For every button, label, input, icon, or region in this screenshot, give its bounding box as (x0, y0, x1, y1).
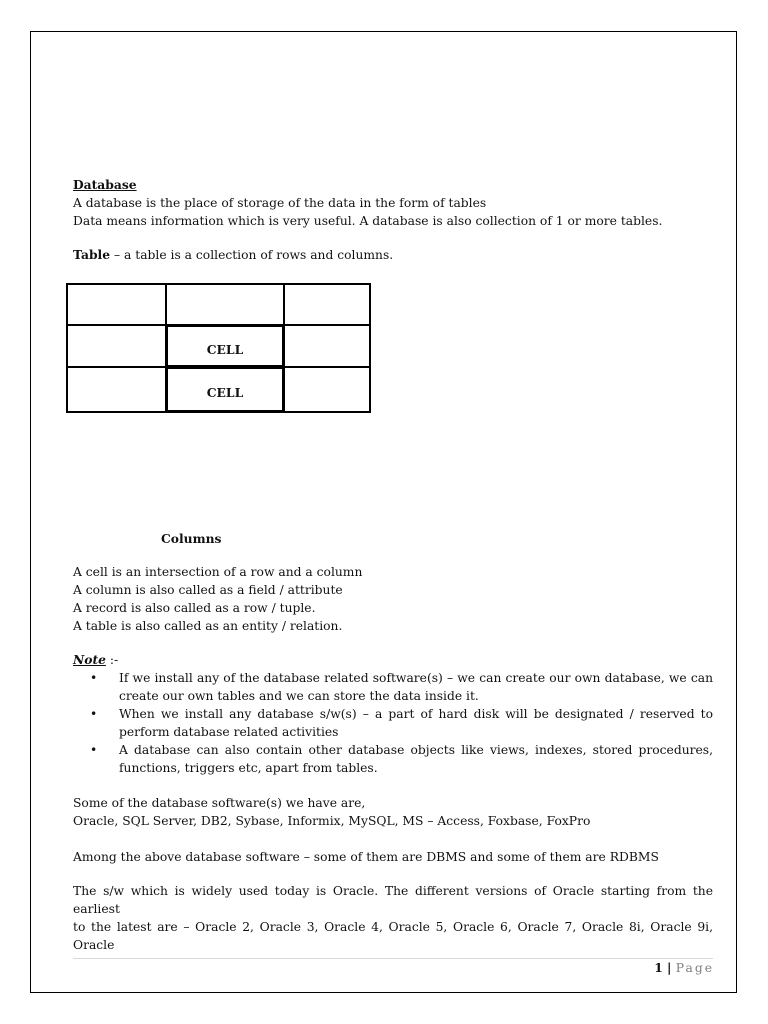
definition-line: A record is also called as a row / tuple. (73, 601, 316, 615)
grid-cell-r3c3 (283, 366, 371, 413)
grid-cell-r3c1 (66, 366, 167, 413)
page-word: Page (675, 961, 714, 975)
note-label: Note (73, 652, 106, 667)
intro-line-2: Data means information which is very useful. A database is also collection of 1 or more tables. (73, 214, 663, 228)
bullet-line: create our own tables and we can store the data inside it. (119, 689, 479, 703)
grid-cell-r2c1 (66, 324, 167, 368)
note-bullet-list (90, 669, 713, 777)
note-bullet (90, 705, 713, 741)
intro-section (73, 176, 713, 230)
bullet-line: When we install any database s/w(s) – a part of hard disk will be designated / reserved to (119, 707, 713, 721)
note-bullet (90, 741, 713, 777)
table-definition-text: – a table is a collection of rows and columns. (110, 248, 394, 262)
bullet-icon: • (90, 707, 98, 721)
bullet-icon: • (90, 743, 98, 757)
definition-line: A table is also called as an entity / relation. (73, 619, 343, 633)
oracle-line-2: to the latest are – Oracle 2, Oracle 3, Oracle 4, Oracle 5, Oracle 6, Oracle 7, Oracle 8i, Oracle 9i, Oracle (73, 920, 713, 952)
note-bullet (90, 669, 713, 705)
cell-label-1: CELL (206, 342, 244, 357)
columns-label: Columns (161, 531, 222, 546)
columns-label-block (161, 530, 361, 548)
intro-line-1: A database is the place of storage of the data in the form of tables (73, 196, 487, 210)
grid-cell-r2c2 (165, 324, 285, 368)
database-heading: Database (73, 177, 137, 192)
footer-separator: | (662, 960, 676, 975)
oracle-line-1: The s/w which is widely used today is Oracle. The different versions of Oracle starting from the earliest (73, 884, 713, 916)
bullet-icon: • (90, 671, 98, 685)
note-suffix: :- (105, 653, 119, 667)
grid-cell-r2c3 (283, 324, 371, 368)
footer-divider (73, 958, 713, 959)
grid-cell-r1c3 (283, 283, 371, 326)
dbms-line: Among the above database software – some of them are DBMS and some of them are RDBMS (73, 850, 659, 864)
cell-label-2: CELL (206, 385, 244, 400)
definitions-list (73, 563, 713, 635)
table-definition (73, 246, 713, 264)
bullet-line: If we install any of the database related software(s) – we can create our own database, we can (119, 671, 713, 685)
page-footer (654, 960, 714, 975)
definition-line: A column is also called as a field / attribute (73, 583, 343, 597)
bullet-line: functions, triggers etc, apart from tables. (119, 761, 378, 775)
grid-cell-r1c2 (165, 283, 285, 326)
software-intro: Some of the database software(s) we have are, (73, 796, 366, 810)
oracle-section (73, 882, 713, 954)
table-diagram (66, 283, 371, 413)
table-term: Table (73, 247, 111, 262)
definition-line: A cell is an intersection of a row and a column (73, 565, 363, 579)
note-heading (73, 651, 713, 669)
bullet-line: A database can also contain other database objects like views, indexes, stored procedures, (119, 743, 713, 757)
software-list: Oracle, SQL Server, DB2, Sybase, Informix, MySQL, MS – Access, Foxbase, FoxPro (73, 814, 591, 828)
grid-cell-r1c1 (66, 283, 167, 326)
bullet-line: perform database related activities (119, 725, 339, 739)
software-section (73, 794, 713, 830)
grid-cell-r3c2 (165, 366, 285, 413)
page-number: 1 (654, 960, 663, 975)
dbms-section (73, 848, 713, 866)
